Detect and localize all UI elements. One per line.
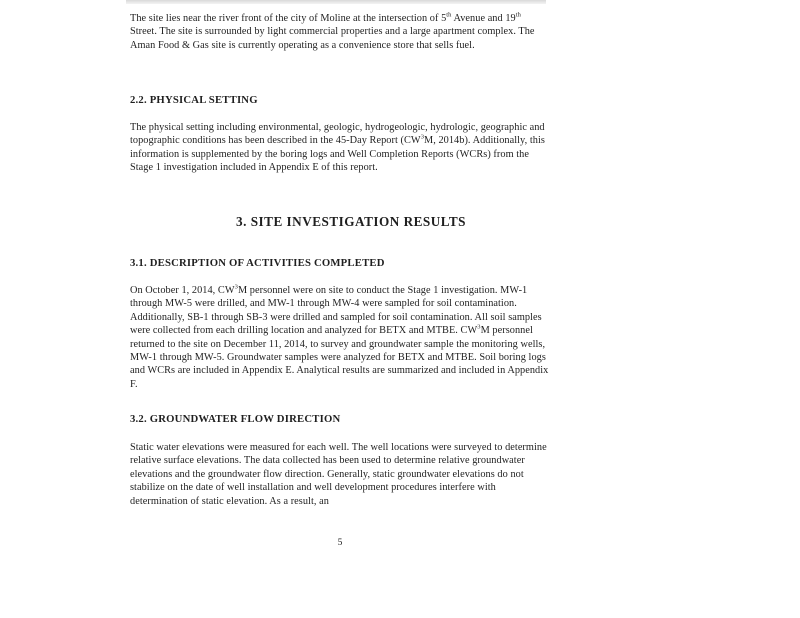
section-title: 3. SITE INVESTIGATION RESULTS	[236, 214, 466, 229]
activities-heading: 3.1. DESCRIPTION OF ACTIVITIES COMPLETED	[130, 257, 385, 269]
physical-setting-paragraph: The physical setting including environmental, geologic, hydrogeologic, hydrologic, geographic and topographic conditions has been described in the 45-Day Report ($CW^3M$, 2014b). Additionally, this information is supplemented by the boring logs and Well Completion Reports (WCRs) from the Stage 1 investigation included in Appendix E of this report.	[130, 122, 545, 174]
activities-paragraph: On October 1, 2014, $CW^3M$ personnel were on site to conduct the Stage 1 investigation. MW-1 through MW-5 were drilled, and MW-1 through MW-4 were sampled for soil contamination. Additionally, SB-1 through SB-3 were drilled and sampled for soil contamination. All soil samples were collected from each drilling location and analyzed for BETX and MTBE. $CW^3M$ personnel returned to the site on December 11, 2014, to survey and groundwater sample the monitoring wells, MW-1 through MW-5. Groundwater samples were analyzed for BETX and MTBE. Soil boring logs and WCRs are included in Appendix E. Analytical results are summarized and included in Appendix F.	[130, 283, 549, 390]
physical-setting-heading-block	[130, 94, 550, 106]
groundwater-flow-heading: 3.2. GROUNDWATER FLOW DIRECTION	[130, 413, 341, 425]
activities-block	[130, 284, 550, 391]
physical-setting-block	[130, 121, 550, 175]
physical-setting-heading: 2.2. PHYSICAL SETTING	[130, 94, 258, 106]
intro-paragraph-block	[130, 12, 550, 52]
flow-heading-block	[130, 413, 550, 425]
cropped-text-strip	[126, 0, 546, 4]
groundwater-flow-paragraph: Static water elevations were measured for each well. The well locations were surveyed to determine relative surface elevations. The data collected has been used to determine relative groundwater elevations and the groundwater flow direction. Generally, static groundwater elevations do not stabilize on the date of well installation and well development procedures interfere with determination of static elevation. As a result, an	[130, 442, 547, 507]
flow-block	[130, 441, 550, 508]
page-number: 5	[337, 538, 343, 548]
intro-paragraph: The site lies near the river front of the city of Moline at the intersection of 5th Avenue and 19th Street. The site is surrounded by light commercial properties and a large apartment complex. The Aman Food & Gas site is currently operating as a convenience store that sells fuel.	[130, 11, 535, 51]
activities-heading-block	[130, 257, 550, 269]
